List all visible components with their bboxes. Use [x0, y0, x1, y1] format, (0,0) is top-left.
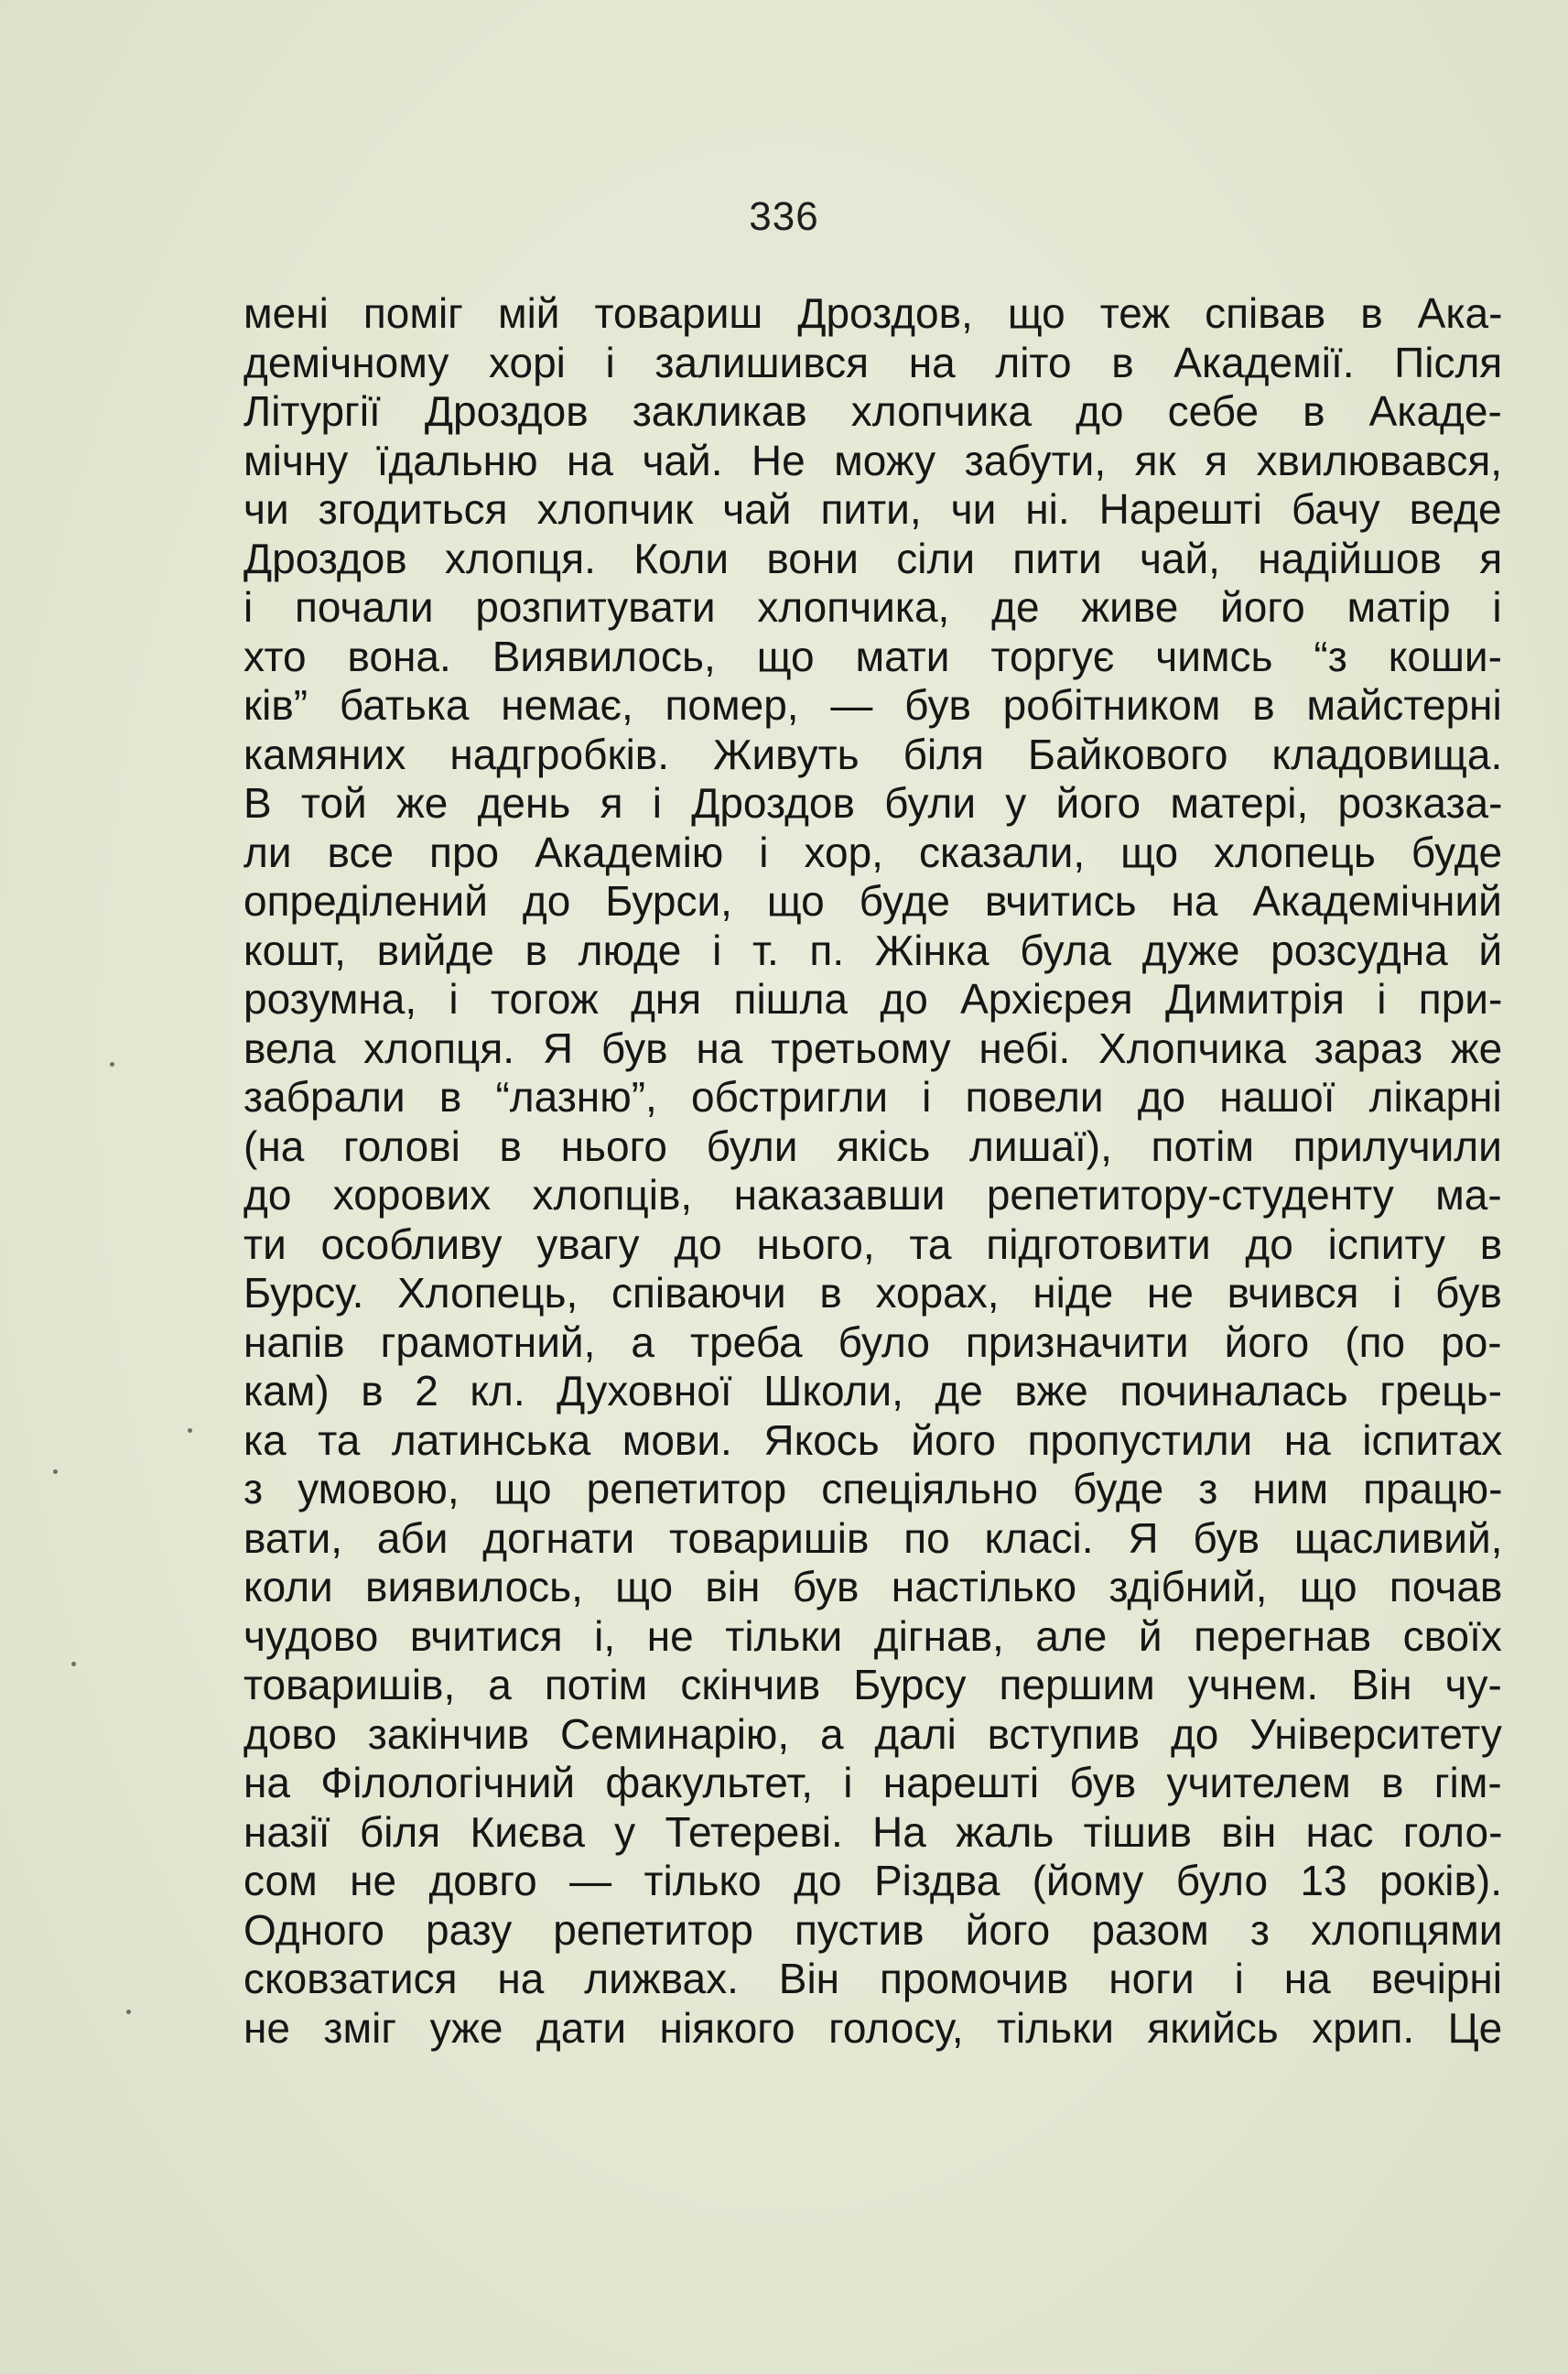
- text-line: кошт, вийде в люде і т. п. Жінка була дуже розсудна й: [243, 926, 1503, 974]
- paper-speck: [71, 1662, 76, 1666]
- paper-speck: [126, 2010, 131, 2014]
- text-line: коли виявилось, що він був настілько здібний, що почав: [243, 1563, 1503, 1610]
- paper-speck: [110, 1062, 114, 1067]
- text-line: мені поміг мій товариш Дроздов, що теж співав в Ака-: [243, 289, 1503, 337]
- text-line: не зміг уже дати ніякого голосу, тільки якийсь хрип. Це: [243, 2003, 1503, 2052]
- text-line: на Філологічний факультет, і нарешті був учителем в гім-: [243, 1759, 1502, 1806]
- text-line: до хорових хлопців, наказавши репетитору-студенту ма-: [243, 1171, 1502, 1219]
- text-line: Дроздов хлопця. Коли вони сіли пити чай, надійшов я: [243, 534, 1503, 582]
- text-line: назії біля Києва у Тетереві. На жаль тішив він нас голо-: [243, 1807, 1503, 1856]
- text-line: опреділений до Бурси, що буде вчитись на Академічний: [243, 877, 1502, 925]
- text-line: забрали в “лазню”, обстригли і повели до нашої лікарні: [243, 1073, 1502, 1121]
- text-line: ти особливу увагу до нього, та підготовити до іспиту в: [243, 1220, 1503, 1268]
- text-line: товаришів, а потім скінчив Бурсу першим учнем. Він чу-: [243, 1661, 1502, 1708]
- text-line: ли все про Академію і хор, сказали, що хлопець буде: [243, 828, 1503, 876]
- text-line: Літургії Дроздов закликав хлопчика до себе в Акаде-: [243, 387, 1502, 435]
- page-number: 336: [749, 194, 819, 239]
- text-line: кам) в 2 кл. Духовної Школи, де вже починалась грець-: [243, 1367, 1502, 1415]
- text-line: (на голові в нього були якісь лишаї), потім прилучили: [243, 1122, 1502, 1170]
- text-line: розумна, і тогож дня пішла до Архієрея Димитрія і при-: [243, 975, 1503, 1023]
- text-line: камяних надгробків. Живуть біля Байкового кладовища.: [243, 730, 1503, 778]
- text-line: і почали розпитувати хлопчика, де живе його матір і: [243, 583, 1502, 631]
- text-line: Одного разу репетитор пустив його разом з хлопцями: [243, 1905, 1503, 1954]
- paper-speck: [188, 1428, 192, 1433]
- text-line: чи згодиться хлопчик чай пити, чи ні. Нарешті бачу веде: [243, 485, 1502, 533]
- text-line: дово закінчив Семинарію, а далі вступив до Університету: [243, 1709, 1502, 1758]
- text-line: хто вона. Виявилось, що мати торгує чимсь “з коши-: [243, 632, 1502, 680]
- text-line: Бурсу. Хлопець, співаючи в хорах, ніде не вчився і був: [243, 1269, 1502, 1317]
- text-line: сом не довго — тілько до Різдва (йому було 13 років).: [243, 1857, 1503, 1904]
- text-line: вати, аби догнати товаришів по класі. Я був щасливий,: [243, 1513, 1503, 1562]
- text-line: мічну їдальню на чай. Не можу забути, як я хвилювався,: [243, 436, 1503, 484]
- text-line: чудово вчитися і, не тільки дігнав, але й перегнав своїх: [243, 1611, 1502, 1660]
- paper-speck: [53, 1469, 58, 1474]
- text-line: ків” батька немає, помер, — був робітником в майстерні: [243, 681, 1502, 729]
- text-line: ка та латинська мови. Якось його пропустили на іспитах: [243, 1415, 1503, 1464]
- text-line: сковзатися на лижвах. Він промочив ноги і на вечірні: [243, 1955, 1503, 2002]
- text-line: В той же день я і Дроздов були у його матері, розказа-: [243, 779, 1503, 827]
- text-line: напів грамотний, а треба було призначити його (по ро-: [243, 1317, 1502, 1366]
- text-line: з умовою, що репетитор спеціяльно буде з ним працю-: [243, 1465, 1503, 1512]
- body-text: [243, 289, 1502, 2053]
- text-line: демічному хорі і залишився на літо в Академії. Після: [243, 338, 1503, 386]
- text-line: вела хлопця. Я був на третьому небі. Хлопчика зараз же: [243, 1024, 1503, 1072]
